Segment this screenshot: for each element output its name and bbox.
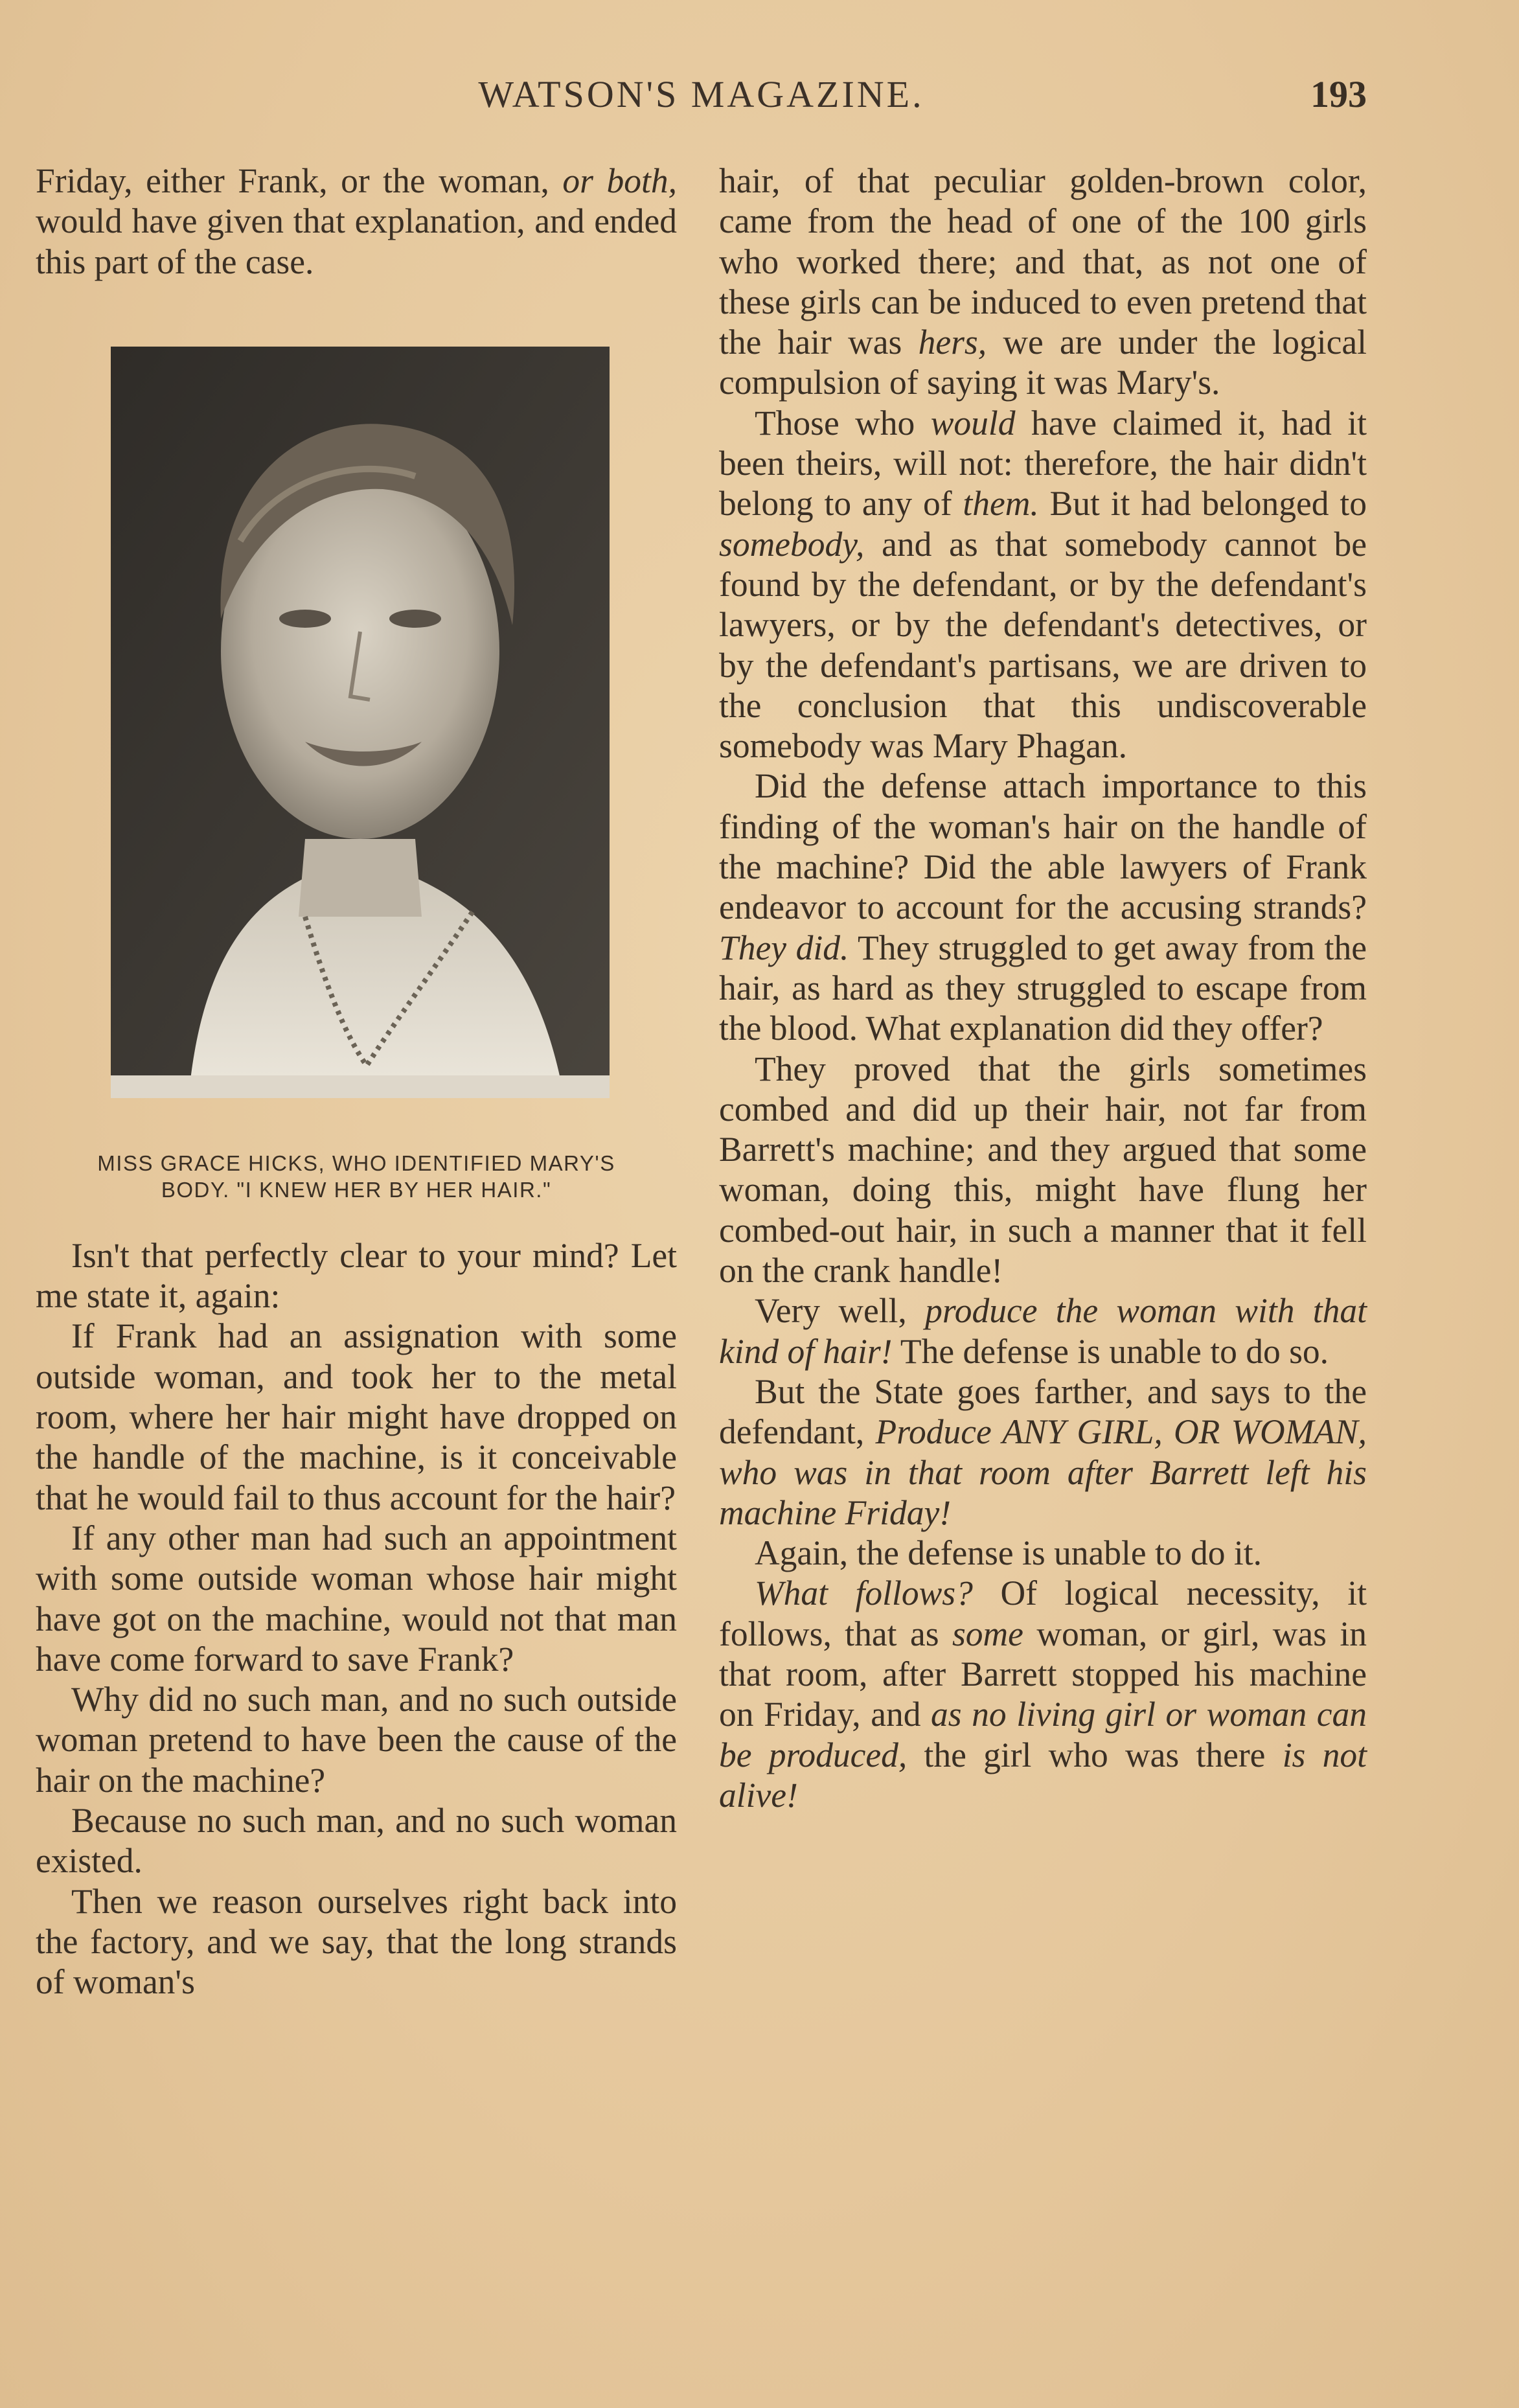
paragraph [719, 1290, 1367, 1371]
text-run-italic: produce the woman with that kind of hair! [719, 1291, 1367, 1371]
caption-line-1: MISS GRACE HICKS, WHO IDENTIFIED MARY'S [97, 1151, 615, 1175]
paragraph: Then we reason ourselves right back into the factory, and we say, that the long strands of woman's [36, 1881, 677, 2002]
text-run: Of logical necessity, it follows, that as [719, 1574, 1367, 1653]
page-number: 193 [1310, 73, 1367, 115]
spacer [36, 1203, 677, 1235]
text-run: Did the defense attach importance to this finding of the woman's hair on the handle of the machine? Did the able lawyers of Frank endeavor to account for the accusing strands? [719, 766, 1367, 927]
text-run: would have given that explanation, and ended this part of the case. [36, 201, 677, 281]
paragraph: They proved that the girls sometimes combed and did up their hair, not far from Barrett's machine; and they argued that some woman, doing this, might have flung her combed-out hair, in such a manner that it fell on the crank handle! [719, 1049, 1367, 1290]
text-run: we are under the logical compulsion of saying it was Mary's. [719, 323, 1367, 402]
portrait-image [111, 347, 610, 1098]
text-run-italic: or both, [562, 161, 677, 200]
page-header [36, 73, 1367, 124]
paragraph: Because no such man, and no such woman existed. [36, 1801, 677, 1881]
right-column [719, 161, 1367, 1815]
paragraph: Why did no such man, and no such outside woman pretend to have been the cause of the hair on the machine? [36, 1680, 677, 1800]
paragraph [719, 161, 1367, 403]
text-run: Friday, either Frank, or the woman, [36, 161, 563, 200]
portrait-photo [111, 347, 610, 1098]
paragraph: Again, the defense is unable to do it. [755, 1533, 1262, 1573]
paragraph [719, 1573, 1367, 1815]
caption-line-2: BODY. "I KNEW HER BY HER HAIR." [161, 1177, 552, 1202]
text-run-italic: hers, [918, 323, 987, 362]
paragraph: If Frank had an assignation with some outside woman, and took her to the metal room, where her hair might have dropped on the handle of the machine, is it conceivable that he would fail to thus account for the hair? [36, 1316, 677, 1517]
portrait-figure [36, 282, 677, 1203]
text-run: have claimed it, had it been theirs, will not: therefore, the hair didn't belong to any of [719, 403, 1367, 523]
text-run: and as that somebody cannot be found by the defendant, or by the defendant's lawyers, or by the defendant's detectives, or by the defendant's partisans, we are driven to the conclusion that this undiscoverable somebody was Mary Phagan. [719, 524, 1367, 766]
text-run: Very well, [755, 1291, 926, 1331]
text-run-italic: some [952, 1614, 1023, 1653]
text-run-italic: them. [963, 484, 1039, 523]
text-run-italic: What follows? [755, 1574, 973, 1613]
text-run: But it had belonged to [1038, 484, 1367, 523]
text-run-italic: They did. [719, 928, 849, 967]
text-run-italic: is not alive! [719, 1735, 1367, 1815]
text-run-italic: somebody, [719, 524, 865, 564]
paragraph: If any other man had such an appointment with some outside woman whose hair might have got on the machine, would not that man have come forward to save Frank? [36, 1518, 677, 1679]
text-run-italic: as no living girl or woman can be produced, [719, 1695, 1367, 1774]
paragraph [719, 1371, 1367, 1533]
text-run-italic: Produce ANY GIRL, OR WOMAN, who was in that room after Barrett left his machine Friday! [719, 1412, 1367, 1532]
text-run: Those who [755, 403, 931, 442]
paragraph [719, 403, 1367, 766]
text-run: the girl who was there [907, 1735, 1283, 1774]
figure-caption [36, 1150, 677, 1203]
running-head: WATSON'S MAGAZINE. [478, 73, 924, 115]
paragraph: Isn't that perfectly clear to your mind? Let me state it, again: [36, 1235, 677, 1316]
text-run-italic: would [930, 403, 1016, 442]
left-column [36, 161, 677, 2002]
text-run: But the State goes farther, and says to the defendant, [719, 1371, 1367, 1452]
text-run: hair, of that peculiar golden-brown color, came from the head of one of the 100 girls who worked there; and that, as not one of these girls can be induced to even pretend that the hair was [719, 161, 1367, 362]
paragraph [719, 766, 1367, 1048]
text-run: woman, or girl, was in that room, after Barrett stopped his machine on Friday, and [719, 1614, 1367, 1734]
text-run: The defense is unable to do so. [892, 1331, 1329, 1371]
intro-paragraph [36, 161, 677, 282]
text-run: They struggled to get away from the hair, as hard as they struggled to escape from the blood. What explanation did they offer? [719, 928, 1367, 1048]
